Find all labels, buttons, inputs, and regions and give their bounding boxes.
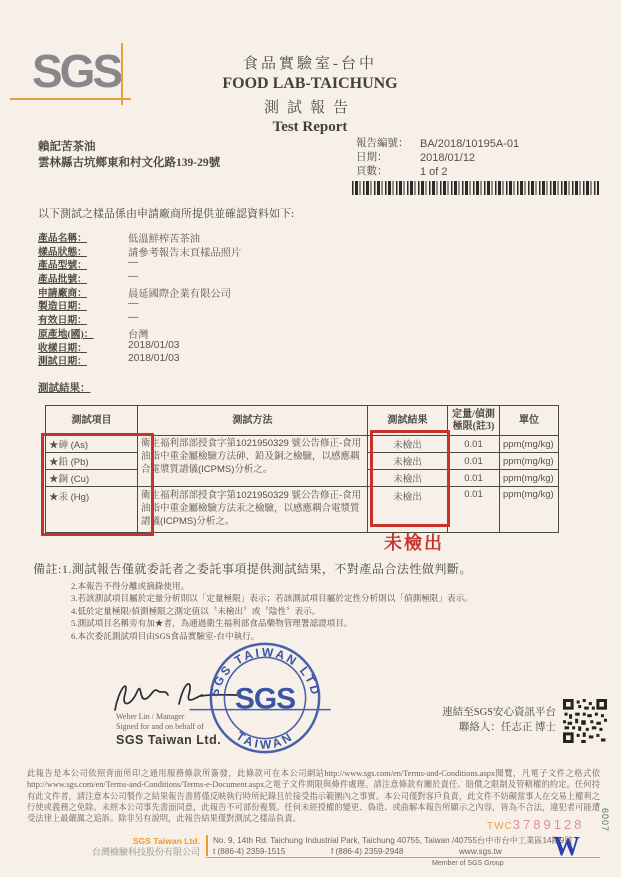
field-label: 樣品狀態： [38,246,87,258]
field-label: 申請廠商： [38,287,87,299]
report-meta [356,137,519,179]
test-result: 未檢出 [368,436,448,453]
meta-row [356,137,519,151]
footer-member-text: Member of SGS Group [432,860,504,867]
signer-behalf: Signed for and on behalf of [116,722,204,731]
sgs-taiwan-stamp [207,640,323,756]
sample-info-row [38,353,241,367]
field-label: 測試日期： [38,356,87,368]
note-2: 2.本報告不得分離或摘錄使用。 [71,581,190,591]
test-method: 衛生福利部部授食字第1021950329 號公告修正-食用油脂中重金屬檢驗方法汞之檢驗，以感應耦合電漿質譜儀(ICPMS)分析之。 [138,487,368,533]
side-serial-number: 6007 [600,808,610,833]
results-section-label: 測試結果： [38,383,91,394]
sample-info-row [38,244,241,258]
date-label: 日期： [356,152,388,163]
meta-row [356,165,519,179]
field-value: — [128,298,139,310]
legal-terms-text: 此報告是本公司依照背面所印之通用服務條款所簽發，此條款可在本公司網站http://www.sgs.com/en/Terms-and-Conditions.aspx閱覽，凡電子文件之格式依http://www.sgs.com/en/Terms-and-Conditions/Terms-e-Document.aspx之電子文件期限與條件處理。請注意條款有關於責任、賠償之限制及管轄權的約定。任何持有此文件者，請注意本公司製作之結果報告書將僅反映執行時所紀錄且於接受指示範圍內之事實。本公司僅對客戶負責，此文件不妨礙當事人在交易上權利之行使或義務之免除。未經本公司事先書面同意，此報告不可部份複製。任何未經授權的變更、偽造、或曲解本報告所顯示之內容，皆為不合法，違犯者可能遭受法律上最嚴厲之追訴。除非另有說明，此報告結果僅對測試之樣品負責。 [27,769,600,824]
red-highlight-box-results [370,430,450,527]
field-value: — [128,312,139,324]
report-no-label: 報告編號： [356,138,409,149]
report-title-zh: 測試報告 [263,100,356,116]
field-label: 製造日期： [38,301,87,313]
test-method: 衛生福利部部授食字第1021950329 號公告修正-食用油脂中重金屬檢驗方法砷、鉛及銅之檢驗，以感應耦合電漿質譜儀(ICPMS)分析之。 [138,436,368,487]
sample-info-row [38,298,241,312]
note-1: 1.測試報告僅就委託者之委託事項提供測試結果，不對產品合法性做判斷。 [61,562,472,576]
field-label: 有效日期： [38,315,87,327]
test-unit: ppm(mg/kg) [500,436,559,453]
signature-block [116,712,221,747]
lab-name-zh: 食品實驗室-台中 [243,56,377,72]
field-value: 台灣 [128,329,149,341]
red-highlight-box-items [41,433,154,536]
notes-block [33,560,608,642]
field-value: 低溫鮮榨苦茶油 [128,234,201,245]
sample-info [38,230,241,367]
test-result: 未檢出 [368,487,448,533]
stamp-arc-bottom-text: TAIWAN [233,728,297,752]
test-result: 未檢出 [368,470,448,487]
notes-prefix: 備註: [33,562,62,576]
sample-info-row [38,312,241,326]
field-value: — [128,257,139,269]
footer-web: www.sgs.tw [459,847,502,856]
sample-info-row [38,326,241,340]
field-label: 產品名稱： [38,233,87,244]
meta-row [356,151,519,165]
test-item: ★汞 (Hg) [46,487,138,533]
date-value: 2018/01/12 [420,152,476,164]
test-item: ★砷 (As) [46,436,138,453]
field-value: 晨延國際企業有限公司 [128,288,231,300]
col-header-limit [448,406,500,436]
col-header-limit-line1: 定量/偵測 [452,408,495,420]
col-header-item: 測試項目 [46,406,138,436]
test-limit: 0.01 [448,436,500,453]
sample-info-row [38,285,241,299]
test-unit: ppm(mg/kg) [500,470,559,487]
stamp-center-text: SGS [234,682,296,716]
test-result: 未檢出 [368,453,448,470]
lab-name-en: FOOD LAB-TAICHUNG [222,75,398,92]
test-unit: ppm(mg/kg) [500,453,559,470]
footer-company-en: SGS Taiwan Ltd. [132,836,200,846]
field-label: 原產地(國)： [38,328,94,340]
sample-info-row [38,340,241,354]
contact-block [428,706,556,735]
test-unit: ppm(mg/kg) [500,487,559,533]
field-value: 2018/01/03 [128,353,180,365]
logo-orange-vline [121,43,123,105]
client-block [38,139,220,171]
doc-code-prefix: TWC [487,821,513,832]
footer-fax: f (886-4) 2359-2948 [331,847,404,856]
sample-info-row [38,230,241,244]
col-header-result: 測試結果 [368,406,448,436]
footer-address: No. 9, 14th Rd. Taichung Industrial Park, Taichung 40755, Taiwan /40755台中市台中工業區14路9號 [213,836,573,845]
qr-code [563,699,607,743]
col-header-unit: 單位 [500,406,559,436]
signer-name: Weber Lin / Manager [116,712,185,721]
sample-info-row [38,257,241,271]
field-label: 產品型號： [38,260,87,272]
note-line-1 [33,560,608,577]
note-3: 3.若該測試項目屬於定量分析則以「定量極限」表示；若該測試項目屬於定性分析則以「偵測極限」表示。 [71,593,473,604]
note-6: 6.本次委託測試項目由SGS食品實驗室-台中執行。 [71,630,260,641]
note-5: 5.測試項目名稱旁有加★者，為通過衛生福利部食品藥物管理署認證項目。 [71,618,353,629]
test-limit: 0.01 [448,470,500,487]
footer-address-block [213,835,593,857]
platform-link-text: 連結至SGS安心資訊平台 [442,707,556,718]
col-header-limit-line2: 極限(註3) [452,420,495,432]
report-header [180,52,440,136]
sample-info-row [38,271,241,285]
report-title-en: Test Report [272,119,348,135]
doc-code-number: 3789128 [512,817,585,832]
field-label: 產品批號： [38,274,87,286]
field-value: 2018/01/03 [128,339,180,351]
logo-orange-hline [10,98,131,100]
col-header-method: 測試方法 [138,406,368,436]
footer-tel: t (886-4) 2359-1515 [213,847,286,856]
table-header-row [46,406,559,436]
signer-company: SGS Taiwan Ltd. [116,733,222,747]
contact-person: 聯絡人：任志正 博士 [458,721,556,733]
report-no-value: BA/2018/10195A-01 [420,138,520,150]
stamp-arc-top-text: SGS TAIWAN LTD [207,645,323,699]
footer-company-zh: 台灣檢驗科技股份有限公司 [91,846,200,857]
pages-label: 頁數： [356,166,388,177]
sgs-logo: SGS [32,45,121,97]
test-item: ★銅 (Cu) [46,470,138,487]
intro-line: 以下測試之樣品係由申請廠商所提供並確認資料如下: [38,208,295,220]
client-address: 雲林縣古坑鄉東和村文化路139-29號 [38,157,221,169]
pages-value: 1 of 2 [420,166,448,178]
note-4: 4.低於定量極限/偵測極限之測定值以〝未檢出〞或〝陰性〞表示。 [71,605,321,616]
field-label: 收樣日期： [38,342,87,354]
w-watermark: W [553,831,580,861]
field-value: 請參考報告末頁樣品照片 [128,247,242,259]
footer-divider [206,835,208,856]
test-item: ★鉛 (Pb) [46,453,138,470]
client-name: 賴記苦茶油 [38,141,96,153]
test-limit: 0.01 [448,453,500,470]
barcode [352,181,599,195]
footer-company-block [40,836,200,857]
test-limit: 0.01 [448,487,500,533]
footer-orange-line [206,857,600,858]
red-annotation-text: 未檢出 [384,533,444,553]
field-value: — [128,271,139,283]
